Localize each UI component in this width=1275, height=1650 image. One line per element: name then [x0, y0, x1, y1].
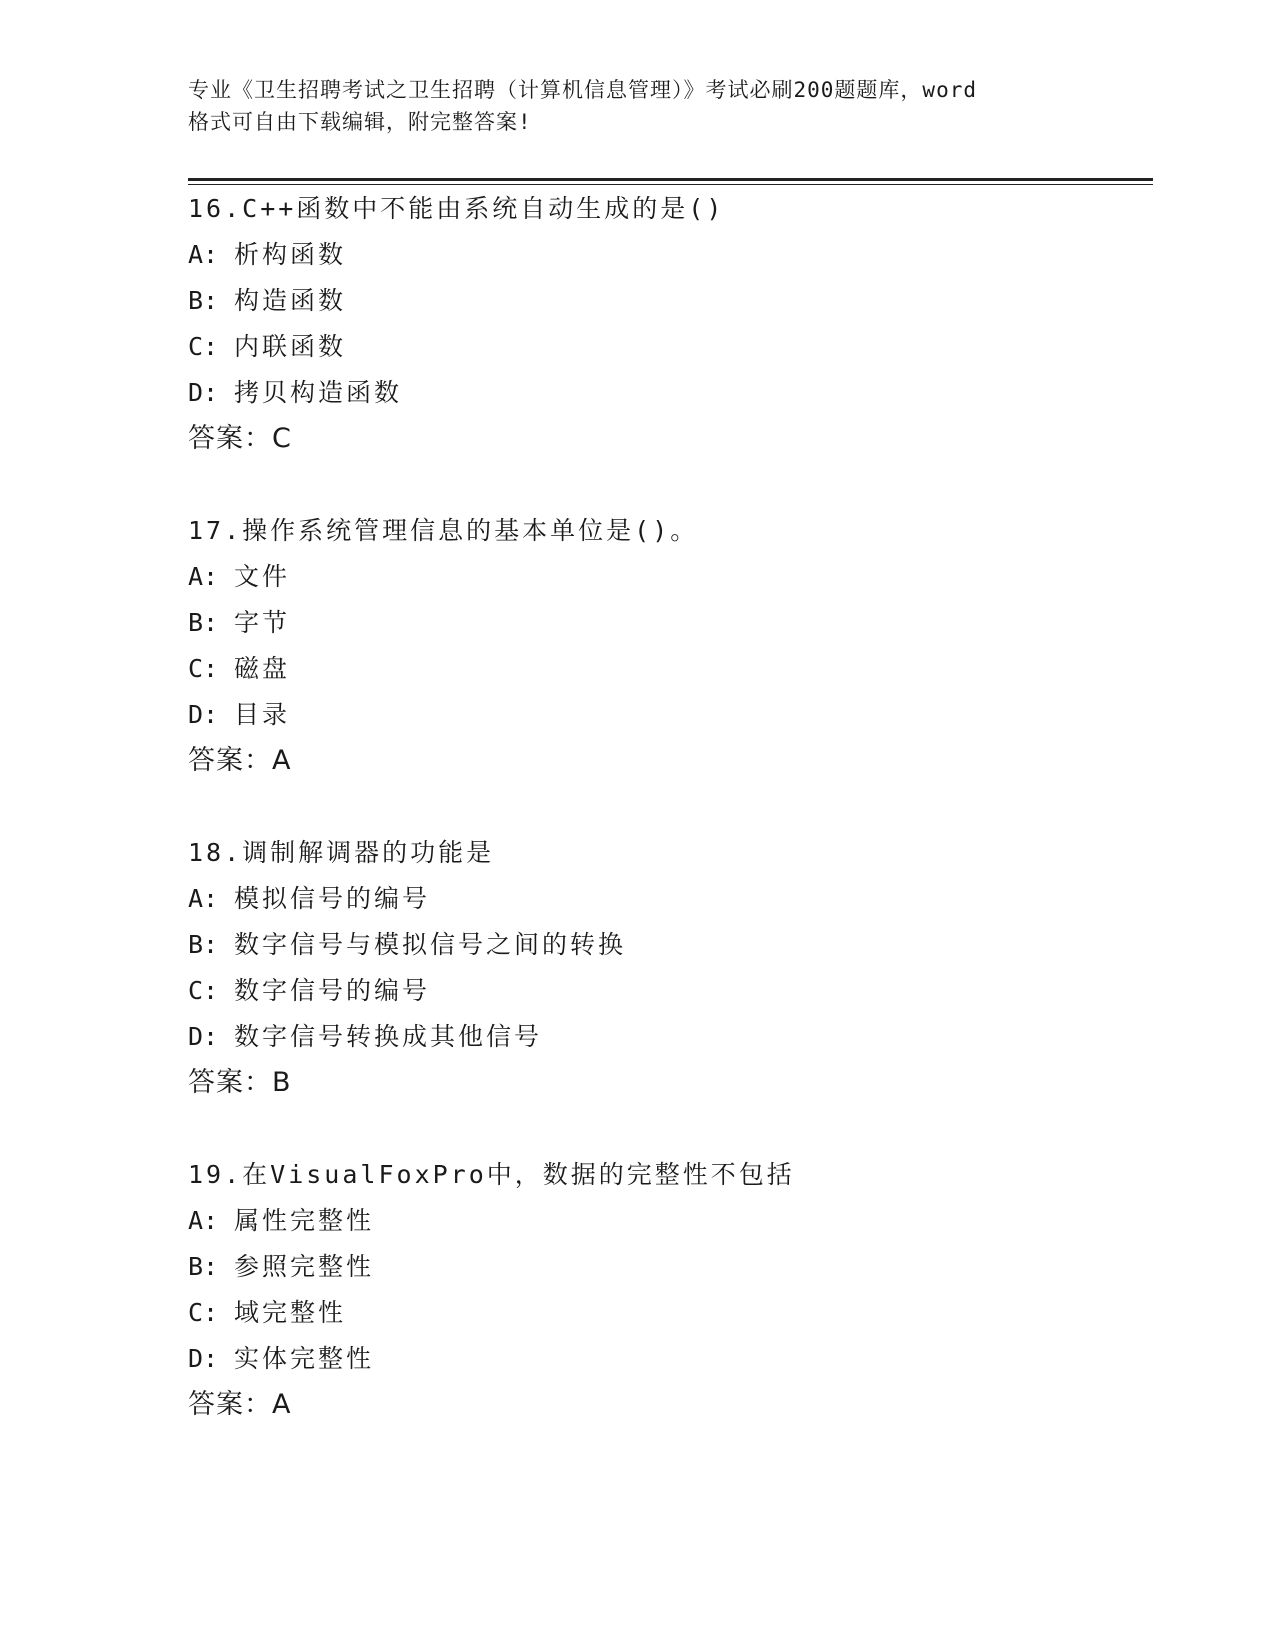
option-b: [188, 1244, 1148, 1290]
option-b: [188, 600, 1148, 646]
answer-line: 答案：C: [188, 423, 292, 454]
option-a: [188, 554, 1148, 600]
option-letter: D:: [188, 1344, 219, 1373]
option-text: 域完整性: [234, 1298, 347, 1327]
answer-line: 答案：B: [188, 1067, 292, 1098]
option-letter: B:: [188, 930, 219, 959]
option-letter: B:: [188, 608, 219, 637]
question-16: [188, 186, 1148, 462]
option-letter: C:: [188, 332, 219, 361]
header-divider-thin: [188, 184, 1153, 185]
option-text: 属性完整性: [234, 1206, 375, 1235]
option-letter: A:: [188, 1206, 219, 1235]
option-letter: C:: [188, 654, 219, 683]
option-text: 模拟信号的编号: [234, 884, 431, 913]
question-list: [188, 186, 1148, 1474]
option-letter: D:: [188, 700, 219, 729]
option-letter: D:: [188, 1022, 219, 1051]
header-divider-thick: [188, 178, 1153, 181]
header-line-2: 格式可自由下载编辑，附完整答案!: [188, 110, 532, 134]
question-18: [188, 830, 1148, 1106]
option-text: 数字信号与模拟信号之间的转换: [234, 930, 627, 959]
option-letter: B:: [188, 286, 219, 315]
header-line-1: 专业《卫生招聘考试之卫生招聘（计算机信息管理）》考试必刷200题题库，word: [188, 78, 977, 102]
option-b: [188, 922, 1148, 968]
question-stem: 18.调制解调器的功能是: [188, 838, 495, 867]
option-letter: C:: [188, 976, 219, 1005]
option-d: [188, 692, 1148, 738]
option-text: 拷贝构造函数: [234, 378, 403, 407]
option-letter: A:: [188, 240, 219, 269]
option-d: [188, 1014, 1148, 1060]
option-text: 析构函数: [234, 240, 347, 269]
option-d: [188, 1336, 1148, 1382]
option-text: 数字信号的编号: [234, 976, 431, 1005]
option-text: 实体完整性: [234, 1344, 375, 1373]
option-letter: B:: [188, 1252, 219, 1281]
option-text: 文件: [234, 562, 291, 591]
option-text: 目录: [234, 700, 291, 729]
option-c: [188, 646, 1148, 692]
option-a: [188, 1198, 1148, 1244]
option-letter: C:: [188, 1298, 219, 1327]
answer-line: 答案：A: [188, 745, 292, 776]
option-c: [188, 1290, 1148, 1336]
option-b: [188, 278, 1148, 324]
question-17: [188, 508, 1148, 784]
option-c: [188, 968, 1148, 1014]
option-a: [188, 876, 1148, 922]
document-header: [188, 74, 1088, 138]
question-stem: 17.操作系统管理信息的基本单位是()。: [188, 516, 699, 545]
option-text: 构造函数: [234, 286, 347, 315]
answer-line: 答案：A: [188, 1389, 292, 1420]
option-letter: A:: [188, 562, 219, 591]
option-text: 内联函数: [234, 332, 347, 361]
option-a: [188, 232, 1148, 278]
option-letter: A:: [188, 884, 219, 913]
option-text: 数字信号转换成其他信号: [234, 1022, 543, 1051]
option-c: [188, 324, 1148, 370]
option-text: 参照完整性: [234, 1252, 375, 1281]
question-19: [188, 1152, 1148, 1428]
option-letter: D:: [188, 378, 219, 407]
question-stem: 19.在VisualFoxPro中，数据的完整性不包括: [188, 1160, 795, 1189]
option-d: [188, 370, 1148, 416]
option-text: 磁盘: [234, 654, 291, 683]
question-stem: 16.C++函数中不能由系统自动生成的是(): [188, 194, 725, 223]
option-text: 字节: [234, 608, 291, 637]
